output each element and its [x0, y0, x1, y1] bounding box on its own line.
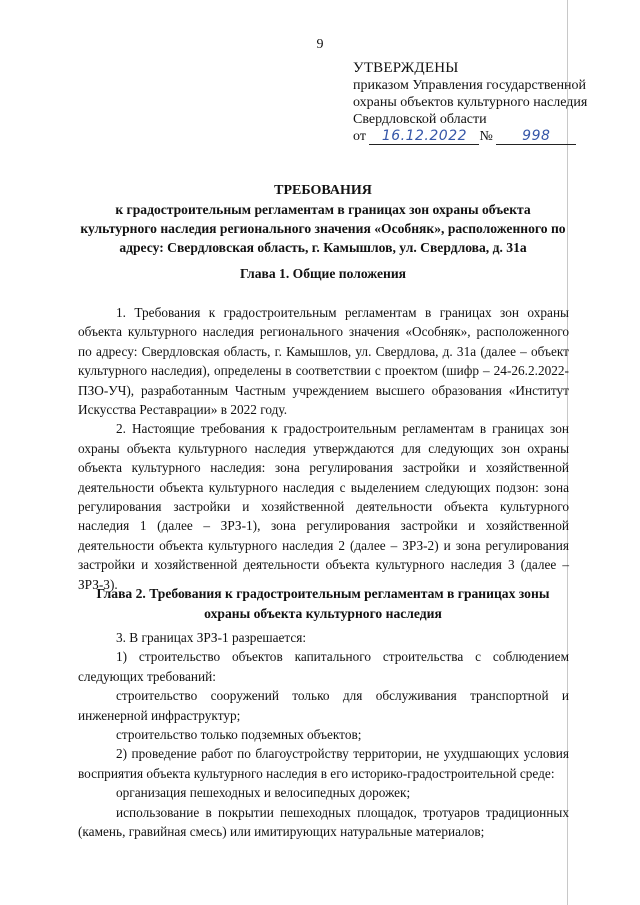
number-prefix: № [479, 129, 493, 144]
title-main: ТРЕБОВАНИЯ [274, 183, 372, 198]
approval-date: 16.12.2022 [369, 129, 479, 145]
paragraph: 3. В границах ЗРЗ-1 разрешается: [116, 630, 307, 645]
paragraph: 1. Требования к градостроительным регламентам в границах зон охраны объекта культурного наследия регионального значения «Особняк», расположенного по адресу: Свердловская область, г. Камышлов, ул. Свердлова, д. 31а (далее – объект культурного наследия), определены в соответствии с проектом (шифр – 24-26.2.2022-ПЗО-УЧ), разработанным Частным учреждением высшего образования «Институт Искусства Реставрации» в 2022 году. [78, 305, 569, 418]
approval-date-line [353, 128, 623, 145]
document-title [78, 181, 568, 257]
paragraph: строительство сооружений только для обслуживания транспортной и инженерной инфраструктур; [78, 688, 569, 723]
chapter-1-body [78, 303, 569, 594]
paragraph: строительство только подземных объектов; [116, 727, 362, 743]
approval-heading: УТВЕРЖДЕНЫ [353, 60, 459, 76]
chapter-2-body [78, 628, 569, 841]
paragraph: использование в покрытии пешеходных площадок, тротуаров традиционных (камень, гравийная смесь) или имитирующих натуральные материалов; [78, 804, 569, 840]
approval-stamp [353, 60, 623, 145]
approval-line: охраны объектов культурного наследия [353, 95, 588, 110]
title-subtitle: к градостроительным регламентам в границах зон охраны объекта культурного наследия регионального значения «Особняк», расположенного по адресу: Свердловская область, г. Камышлов, ул. Свердлова, д. 31а [80, 202, 566, 255]
paragraph: организация пешеходных и велосипедных дорожек; [116, 785, 411, 801]
page-number: 9 [316, 37, 324, 52]
approval-number: 998 [496, 129, 576, 145]
paragraph: 2) проведение работ по благоустройству территории, не ухудшающих условия восприятия объекта культурного наследия в его историко-градостроительной среде: [78, 746, 569, 781]
chapter-1-heading: Глава 1. Общие положения [239, 266, 407, 281]
approval-line: приказом Управления государственной [353, 78, 587, 93]
chapter-2-heading: Глава 2. Требования к градостроительным регламентам в границах зоны охраны объекта культурного наследия [96, 586, 550, 621]
paragraph: 2. Настоящие требования к градостроительным регламентам в границах зон охраны объекта культурного наследия утверждаются для следующих зон охраны объекта культурного наследия: зона регулирования застройки и хозяйственной деятельности объекта культурного наследия с выделением следующих подзон: зона регулирования застройки и хозяйственной деятельности объекта культурного наследия 1 (далее – ЗРЗ-1), зона регулирования застройки и хозяйственной деятельности объекта культурного наследия 2 (далее – ЗРЗ-2) и зона регулирования застройки и хозяйственной деятельности объекта культурного наследия 3 (далее – ЗРЗ-3). [78, 421, 569, 592]
paragraph: 1) строительство объектов капитального строительства с соблюдением следующих требований: [78, 649, 569, 684]
approval-line: Свердловской области [353, 112, 487, 127]
date-prefix: от [353, 129, 366, 144]
